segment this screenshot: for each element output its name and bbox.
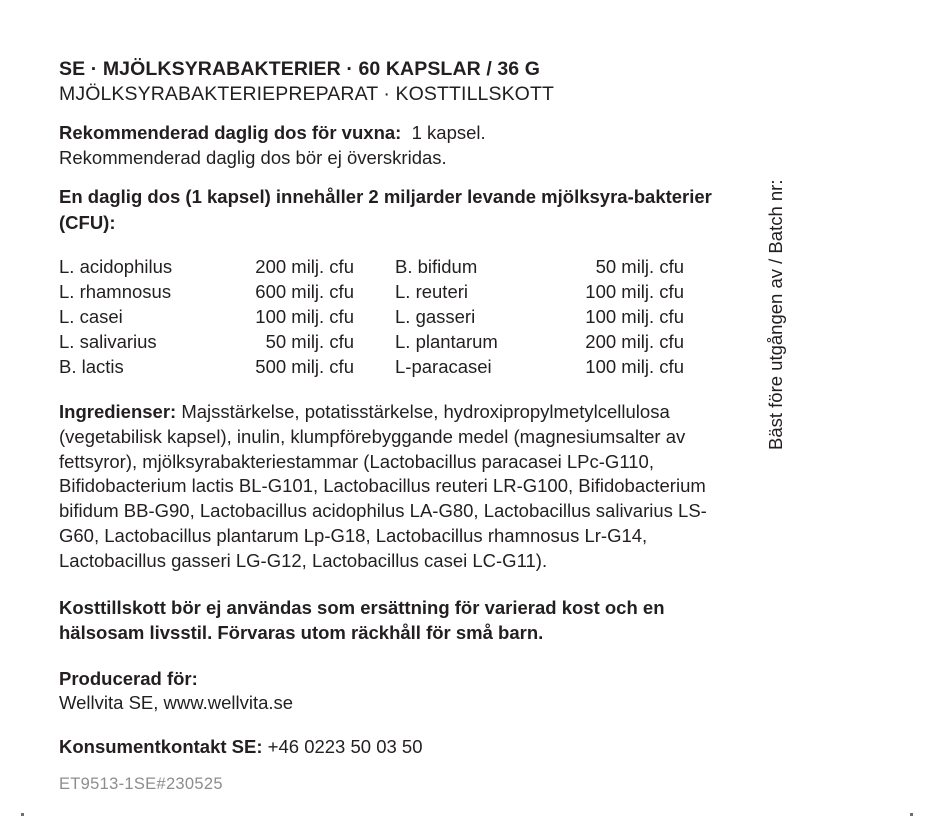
- strain-value: 100 milj. cfu: [585, 356, 684, 377]
- table-row: [59, 279, 684, 304]
- expiry-batch-side-label: Bäst före utgången av / Batch nr:: [765, 179, 786, 450]
- strain-name: B. lactis: [59, 356, 124, 377]
- disclaimer-section: [59, 595, 719, 646]
- strain-name: L. acidophilus: [59, 256, 173, 277]
- strain-name: L-paracasei: [395, 356, 492, 377]
- ingredients-section: [59, 400, 719, 574]
- column-gap: [354, 329, 395, 354]
- strain-value: 50 milj. cfu: [265, 331, 354, 352]
- label-content: [59, 57, 719, 794]
- table-row: [59, 354, 684, 379]
- strain-name: L. casei: [59, 306, 123, 327]
- dosage-warning: Rekommenderad daglig dos bör ej överskridas.: [59, 146, 447, 168]
- dosage-label: Rekommenderad daglig dos för vuxna:: [59, 122, 402, 143]
- contact-label: Konsumentkontakt SE:: [59, 735, 263, 757]
- disclaimer-text: Kosttillskott bör ej användas som ersättning för varierad kost och en hälsosam livsstil. Förvaras utom räckhåll för små barn.: [59, 596, 665, 644]
- strain-value: 600 milj. cfu: [255, 281, 354, 302]
- strains-table: [59, 254, 684, 379]
- table-row: [59, 304, 684, 329]
- strain-value: 50 milj. cfu: [595, 256, 684, 277]
- contact-section: [59, 735, 719, 760]
- table-row: [59, 254, 684, 279]
- label-subtitle: MJÖLKSYRABAKTERIEPREPARAT · KOSTTILLSKOTT: [59, 83, 554, 105]
- strain-value: 200 milj. cfu: [255, 256, 354, 277]
- label-title: SE · MJÖLKSYRABAKTERIER · 60 KAPSLAR / 36 G: [59, 58, 541, 80]
- contact-line: [59, 735, 719, 760]
- ingredients-paragraph: [59, 400, 719, 574]
- dosage-line: [59, 121, 719, 146]
- strain-value: 500 milj. cfu: [255, 356, 354, 377]
- strain-name: L. rhamnosus: [59, 281, 172, 302]
- strain-value: 100 milj. cfu: [585, 281, 684, 302]
- strain-name: B. bifidum: [395, 256, 478, 277]
- batch-code: ET9513-1SE#230525: [59, 775, 223, 794]
- strain-value: 100 milj. cfu: [585, 306, 684, 327]
- strains-table-body: [59, 254, 684, 379]
- strain-name: L. salivarius: [59, 331, 157, 352]
- producer-value: Wellvita SE, www.wellvita.se: [59, 692, 294, 714]
- producer-section: [59, 666, 719, 716]
- strain-name: L. gasseri: [395, 306, 476, 327]
- column-gap: [354, 279, 395, 304]
- column-gap: [354, 304, 395, 329]
- ingredients-text: Majsstärkelse, potatisstärkelse, hydroxipropylmetylcellulosa (vegetabilisk kapsel), inulin, klumpförebyggande medel (magnesiumsalter av fettsyror), mjölksyrabakteriestammar (Lactobacillus paracasei LPc-G110, Bifidobacterium lactis BL-G101, Lactobacillus reuteri LR-G100, Bifidobacterium bifidum BB-G90, Lactobacillus acidophilus LA-G80, Lactobacillus salivarius LS-G60, Lactobacillus plantarum Lp-G18, Lactobacillus rhamnosus Lr-G14, Lactobacillus gasseri LG-G12, Lactobacillus casei LC-G11).: [59, 401, 707, 571]
- content-heading: En daglig dos (1 kapsel) innehåller 2 miljarder levande mjölksyra-bakterier (CFU):: [59, 186, 712, 233]
- crop-mark-bottom-left: [21, 813, 24, 816]
- strain-name: L. reuteri: [395, 281, 469, 302]
- strain-value: 200 milj. cfu: [585, 331, 684, 352]
- ingredients-label: Ingredienser:: [59, 401, 177, 422]
- strain-name: L. plantarum: [395, 331, 498, 352]
- contact-value: +46 0223 50 03 50: [262, 735, 423, 757]
- crop-mark-bottom-right: [910, 813, 913, 816]
- content-heading-section: [59, 184, 719, 235]
- column-gap: [354, 254, 395, 279]
- producer-label: Producerad för:: [59, 667, 198, 689]
- column-gap: [354, 354, 395, 379]
- table-row: [59, 329, 684, 354]
- strain-value: 100 milj. cfu: [255, 306, 354, 327]
- dosage-section: [59, 121, 719, 170]
- dosage-value: 1 kapsel.: [411, 122, 486, 143]
